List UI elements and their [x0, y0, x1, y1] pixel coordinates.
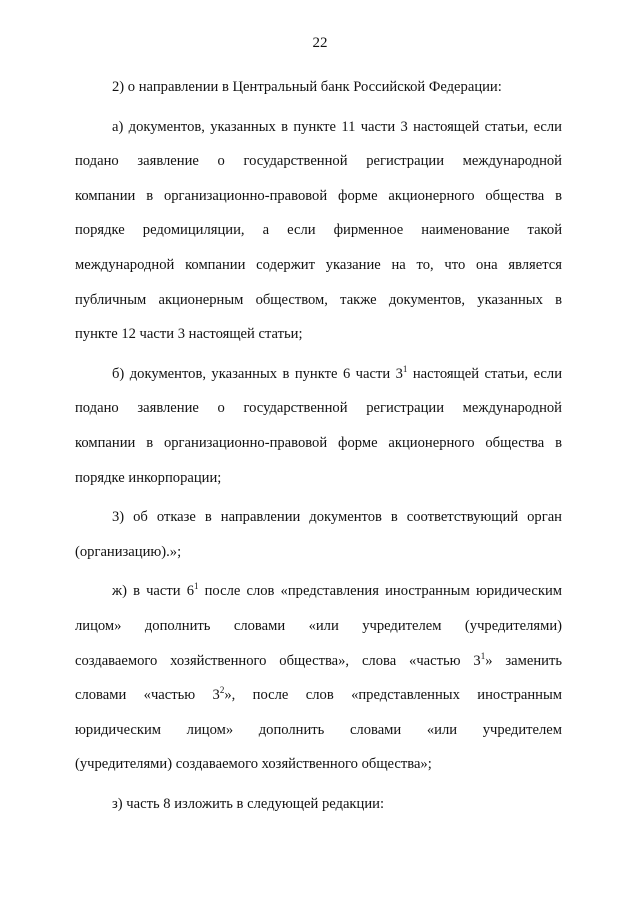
line-text: ж) в части 6: [112, 583, 194, 600]
superscript: 1: [402, 363, 408, 374]
line-text: 3) об отказе в направлении документов в соответствующий орган: [112, 509, 562, 526]
line-text: а) документов, указанных в пункте 11 части 3 настоящей статьи, если: [112, 118, 562, 135]
text-line: [75, 426, 562, 461]
line-text: 2) о направлении в Центральный банк Российской Федерации:: [112, 79, 502, 95]
text-line: [75, 500, 562, 535]
line-text: подано заявление о государственной регистрации международной: [75, 153, 562, 170]
line-text-continued: » заменить: [485, 652, 563, 669]
text-line: [75, 644, 562, 679]
text-line: [75, 70, 562, 105]
line-text: подано заявление о государственной регистрации международной: [75, 400, 562, 417]
line-text-continued: после слов «представления иностранным юридическим: [198, 583, 562, 600]
text-line: [75, 461, 562, 496]
text-line: [75, 574, 562, 609]
text-line: [75, 609, 562, 644]
text-line: [75, 678, 562, 713]
line-text-continued: », после слов «представленных иностранным: [224, 687, 563, 704]
text-line: [75, 535, 562, 570]
text-line: [75, 713, 562, 748]
page-number: 22: [312, 35, 328, 51]
text-line: [75, 283, 562, 318]
superscript: 1: [194, 581, 199, 592]
text-line: [75, 747, 562, 782]
paragraph-p-2: [75, 70, 562, 105]
text-line: [75, 144, 562, 179]
line-text: словами «частью 3: [75, 687, 220, 704]
line-text: создаваемого хозяйственного общества», слова «частью 3: [75, 652, 481, 669]
line-text: лицом» дополнить словами «или учредителем (учредителями): [75, 617, 562, 634]
text-line: [75, 110, 562, 145]
line-text: (учредителями) создаваемого хозяйственного общества»;: [75, 756, 432, 773]
line-text: юридическим лицом» дополнить словами «или учредителем: [75, 721, 562, 738]
paragraph-p-zh: [75, 574, 562, 782]
line-text: международной компании содержит указание на то, что она является: [75, 256, 562, 273]
document-body: [75, 70, 562, 821]
superscript: 1: [480, 650, 486, 661]
line-text: з) часть 8 изложить в следующей редакции:: [112, 795, 385, 812]
text-line: [75, 391, 562, 426]
paragraph-p-z: [75, 787, 562, 822]
text-line: [75, 357, 562, 392]
line-text: б) документов, указанных в пункте 6 части 3: [112, 365, 403, 382]
superscript: 2: [219, 685, 225, 696]
paragraph-p-b: [75, 357, 562, 495]
line-text-continued: настоящей статьи, если: [407, 365, 563, 382]
line-text: порядке инкорпорации;: [75, 469, 222, 486]
text-line: [75, 787, 562, 822]
line-text: пункте 12 части 3 настоящей статьи;: [75, 326, 303, 343]
paragraph-p-a: [75, 110, 562, 352]
line-text: компании в организационно-правовой форме акционерного общества в: [75, 187, 562, 204]
text-line: [75, 179, 562, 214]
line-text: порядке редомициляции, а если фирменное наименование такой: [75, 222, 562, 239]
text-line: [75, 213, 562, 248]
line-text: (организацию).»;: [75, 543, 182, 560]
line-text: компании в организационно-правовой форме акционерного общества в: [75, 434, 562, 451]
paragraph-p-3: [75, 500, 562, 569]
text-line: [75, 317, 562, 352]
line-text: публичным акционерным обществом, также документов, указанных в: [75, 291, 562, 308]
text-line: [75, 248, 562, 283]
